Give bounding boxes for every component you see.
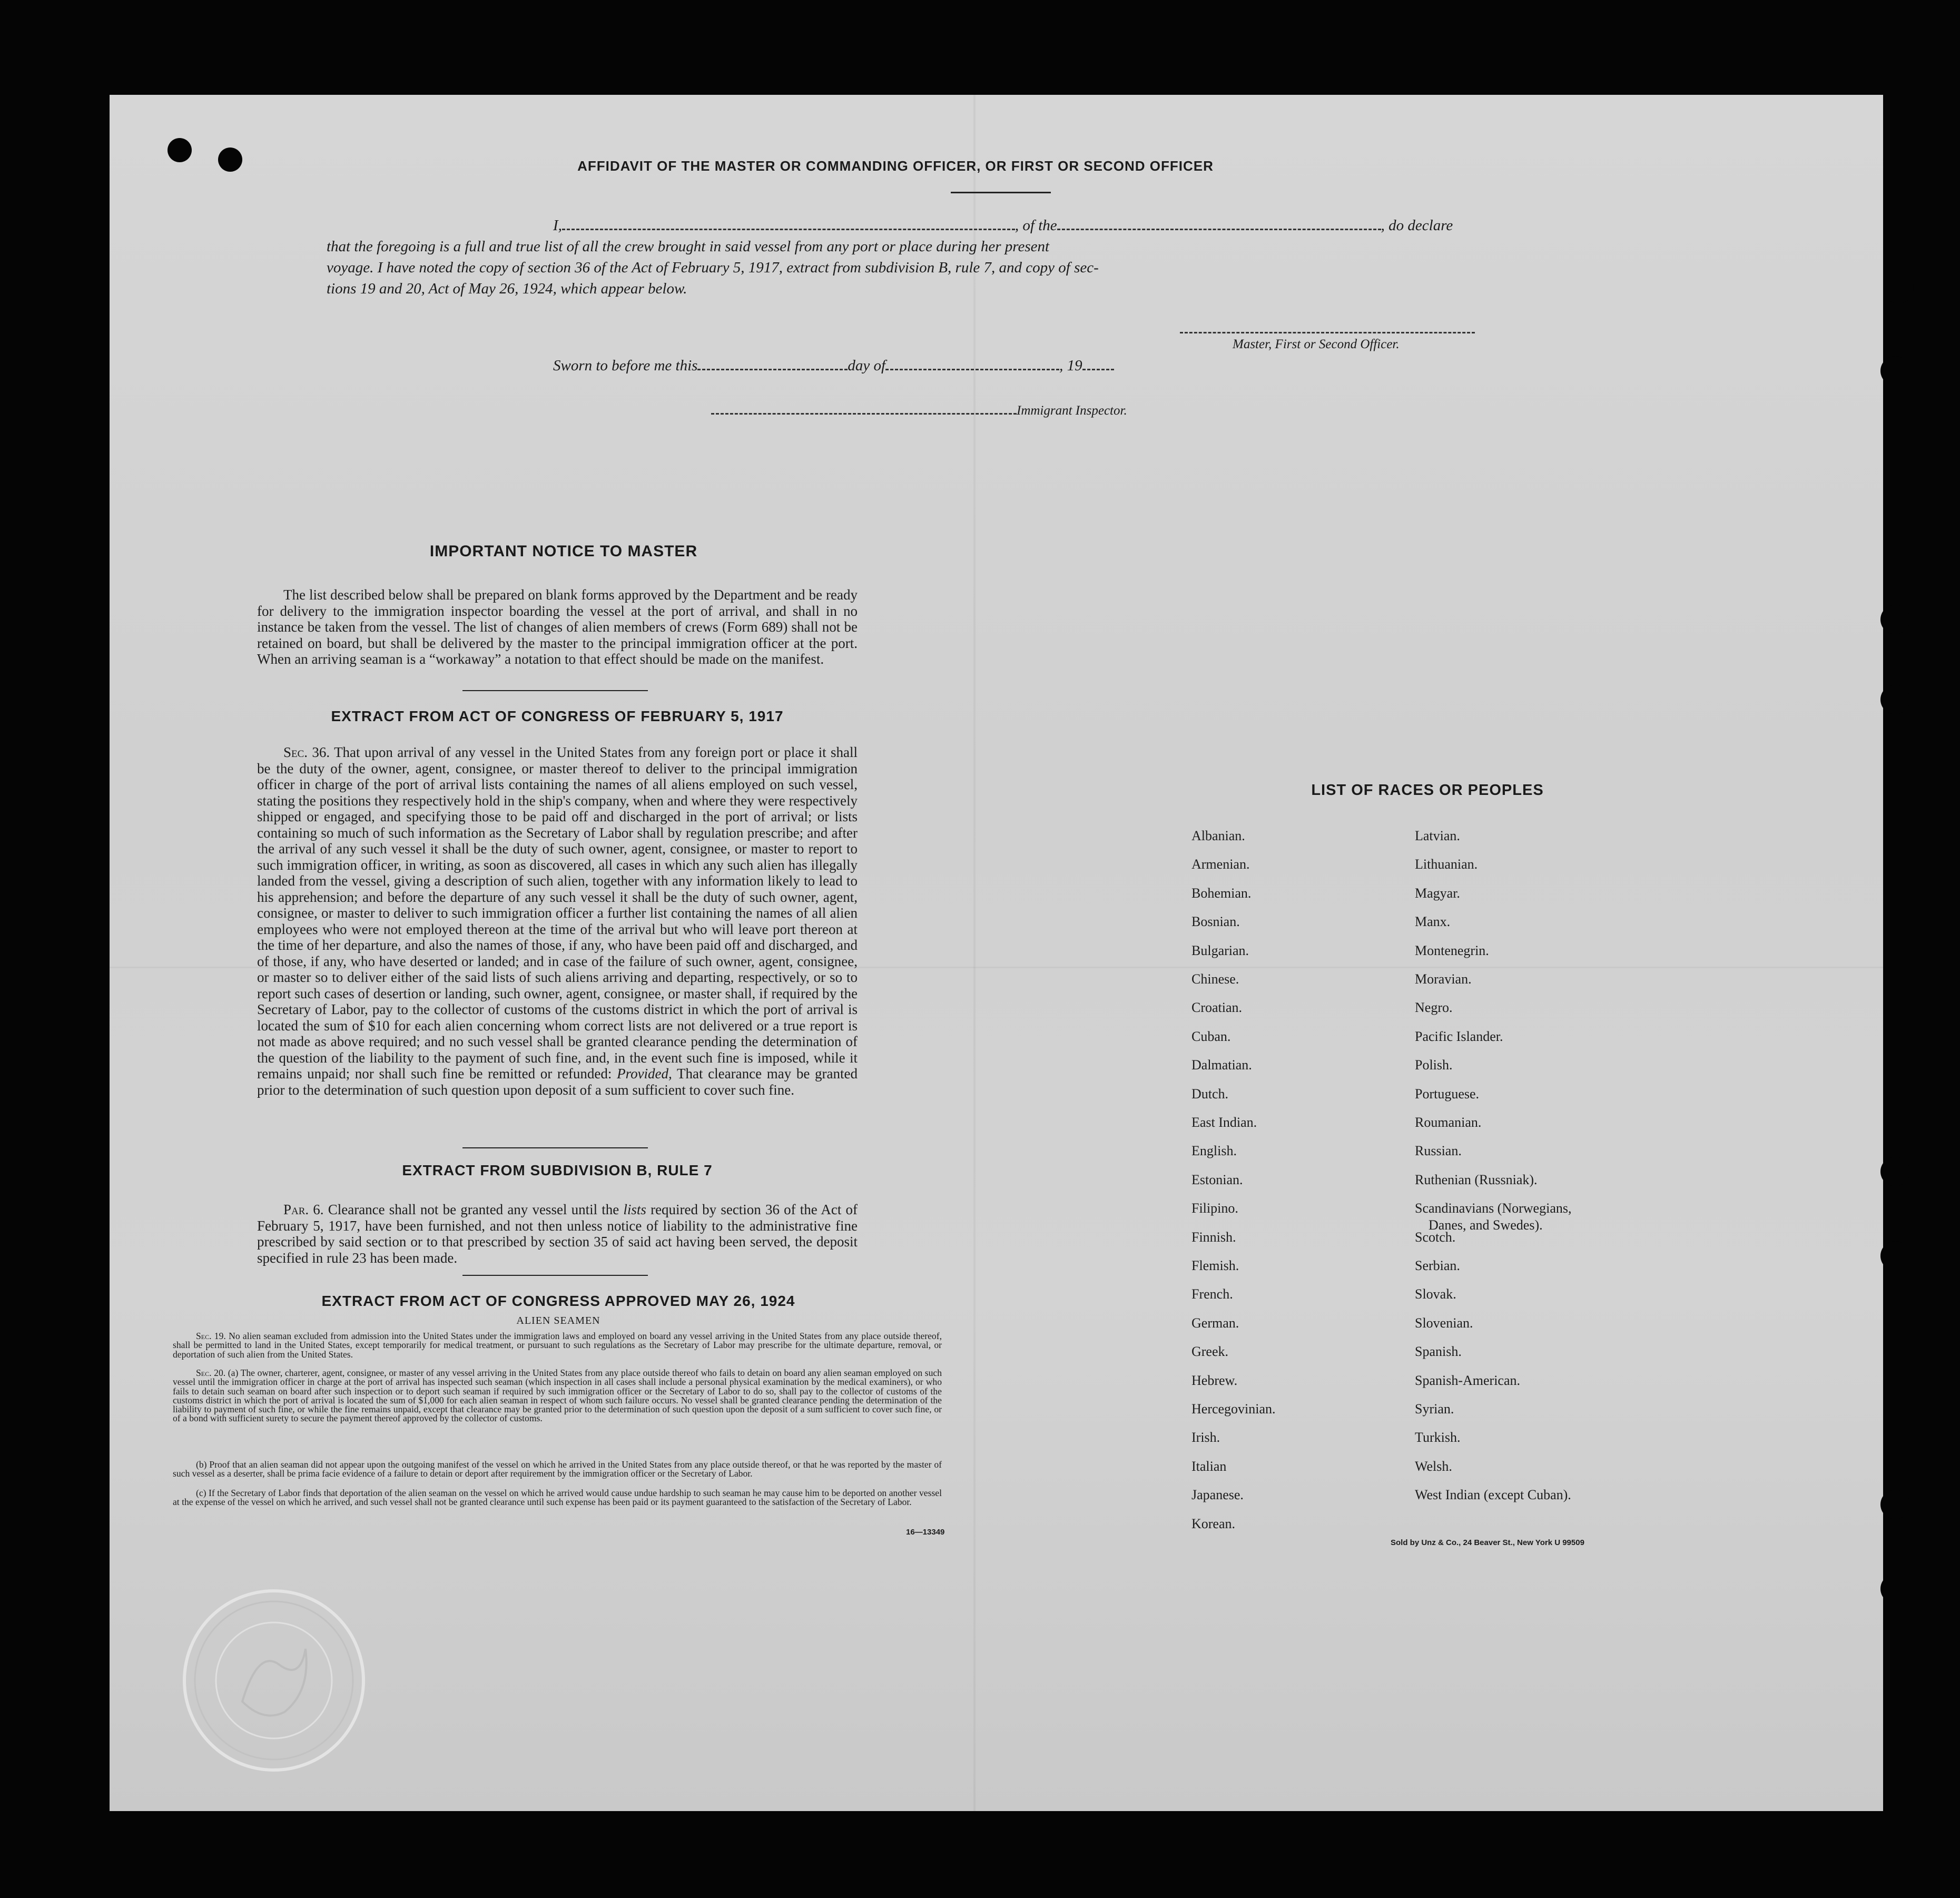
race-item: Latvian. <box>1415 828 1460 843</box>
race-item: East Indian. <box>1191 1115 1257 1130</box>
affidavit-line-4: tions 19 and 20, Act of May 26, 1924, which appear below. <box>327 280 687 297</box>
sec-20c-text: (c) If the Secretary of Labor finds that deportation of the alien seaman on the vessel on which he arrived would cause undue hardship to such seaman he may cause him to be deported on another vessel at the expense of the vessel on which he arrived, and such vessel shall not be granted clearance until such expense has been paid or its payment guaranteed to the satisfaction of the Secretary of Labor. <box>173 1488 942 1508</box>
punch-hole <box>1880 605 1910 634</box>
inspector-signature <box>711 400 1127 418</box>
race-item: German. <box>1191 1315 1239 1331</box>
race-item: Spanish. <box>1415 1344 1462 1360</box>
sec-20b-paragraph <box>173 1460 942 1479</box>
race-item: Croatian. <box>1191 1000 1243 1016</box>
race-item: Slovak. <box>1415 1286 1456 1302</box>
sec-20b-text: (b) Proof that an alien seaman did not appear upon the outgoing manifest of the vessel on which he arrived in the United States from any place outside thereof, or that he was reported by the master of such vessel as a deserter, shall be prima facie evidence of a failure to detain or deport after requirement by the immigration officer or the Secretary of Labor. <box>173 1459 942 1479</box>
section-divider <box>462 1147 648 1148</box>
par-6-label: Par. 6. <box>283 1202 324 1217</box>
affidavit-statement <box>327 215 1506 299</box>
notice-text: The list described below shall be prepared on blank forms approved by the Department and be ready for delivery to the immigration inspector boarding the vessel at the port of arrival, and shall in no instance be taken from the vessel. The list of changes of alien members of crews (Form 689) shall not be retained on board, but shall be delivered by the master to the principal immigration officer at the port. When an arriving seaman is a “workaway” a notation to that effect should be made on the manifest. <box>257 587 858 667</box>
race-item: Syrian. <box>1415 1401 1454 1417</box>
sec-36-text: That upon arrival of any vessel in the United States from any foreign port or place it shall be the duty of the owner, agent, consignee, or master thereof to deliver to the principal immigration officer in charge of the port of arrival lists containing the names of all aliens employed on such vessel, stating the positions they respectively hold in the ship's company, when and where they were respectively shipped or engaged, and specifying those to be paid off and discharged in the port of arrival; or lists containing so much of such information as the Secretary of Labor shall by regulation prescribe; and after the arrival of any such vessel it shall be the duty of such owner, agent, consignee, or master to report to such immigration officer, in writing, as soon as discovered, all cases in which any such alien has illegally landed from the vessel, giving a description of such alien, together with any information likely to lead to his apprehension; and before the departure of any such vessel it shall be the duty of such owner, agent, consignee, or master to deliver to such immigration officer a further list containing the names of all alien employees who were not employed thereon at the time of the arrival but who will leave port thereon at the time of her departure, and also the names of those, if any, who have been paid off and discharged, and of those, if any, who have deserted or landed; and in case of the failure of such owner, agent, consignee, or master so to deliver either of the said lists of such aliens arriving and departing, respectively, or so to report such cases of desertion or landing, such owner, agent, consignee, or master shall, if required by the Secretary of Labor, pay to the collector of customs of the customs district in which the port of arrival is located the sum of $10 for each alien concerning whom correct lists are not delivered or a true report is not made as above required; and no such vessel shall be granted clearance pending the determination of the question of the liability to the payment of such fine, and, in the event such fine is imposed, while it remains unpaid; nor shall such fine be remitted or refunded: <box>257 744 858 1081</box>
inspector-signature-field[interactable] <box>711 400 1017 415</box>
affidavit-line-3: voyage. I have noted the copy of section 36 of the Act of February 5, 1917, extract from subdivision B, rule 7, and copy of sec- <box>327 259 1099 276</box>
race-item: Japanese. <box>1191 1487 1244 1503</box>
section-divider <box>462 690 648 691</box>
race-item: Montenegrin. <box>1415 942 1489 958</box>
race-item: English. <box>1191 1143 1237 1159</box>
race-item: Pacific Islander. <box>1415 1028 1503 1044</box>
inspector-label: Immigrant Inspector. <box>1017 404 1127 418</box>
affidavit-title: AFFIDAVIT OF THE MASTER OR COMMANDING OFFICER, OR FIRST OR SECOND OFFICER <box>577 158 1214 174</box>
race-item: Negro. <box>1415 1000 1453 1016</box>
vessel-field[interactable] <box>1057 216 1381 230</box>
provided-word: Provided, <box>617 1066 672 1081</box>
sworn-statement <box>553 356 1114 375</box>
punch-hole <box>1883 273 1914 303</box>
sworn-year: , 19 <box>1059 357 1082 374</box>
sec-20c-paragraph <box>173 1489 942 1507</box>
race-item: Armenian. <box>1191 857 1250 872</box>
race-item: Polish. <box>1415 1057 1453 1073</box>
race-item: Russian. <box>1415 1143 1462 1159</box>
punch-hole <box>1880 685 1910 714</box>
race-item: Estonian. <box>1191 1172 1243 1187</box>
race-item: Roumanian. <box>1415 1115 1482 1130</box>
embossed-seal-icon <box>179 1586 369 1775</box>
affidavit-line-2: that the foregoing is a full and true list of all the crew brought in said vessel from any port or place during her present <box>327 238 1050 255</box>
punch-hole <box>168 138 192 162</box>
sec-19-text: No alien seaman excluded from admission into the United States under the immigration laws and employed on board any vessel arriving in the United States from any place outside thereof, shall be permitted to land in the United States, except temporarily for medical treatment, or pursuant to such regulations as the Secretary of Labor may prescribe for the ultimate departure, removal, or deportation of such alien from the United States. <box>173 1331 942 1360</box>
alien-seamen-subtitle: ALIEN SEAMEN <box>516 1315 600 1326</box>
race-item: Chinese. <box>1191 971 1239 987</box>
race-item: Flemish. <box>1191 1258 1239 1273</box>
lists-word: lists <box>623 1202 646 1217</box>
race-item: Hercegovinian. <box>1191 1401 1276 1417</box>
affidavit-declare: , do declare <box>1381 217 1453 234</box>
par-6-text-b: required by section 36 of the Act of February 5, 1917, have been furnished, and not then unless notice of liability to the administrative fine prescribed by said section or to that prescribed by section 35 of said act having been served, the deposit specified in rule 23 has been made. <box>257 1202 858 1266</box>
race-item: Scotch. <box>1415 1229 1456 1245</box>
master-signature-label: Master, First or Second Officer. <box>1233 337 1400 351</box>
race-item: Spanish-American. <box>1415 1372 1521 1388</box>
sworn-day-of: day of <box>848 357 886 374</box>
race-item: Bosnian. <box>1191 914 1240 930</box>
race-item: Serbian. <box>1415 1258 1460 1273</box>
title-divider <box>951 192 1051 193</box>
race-item: Italian <box>1191 1458 1227 1474</box>
affidavit-line-1 <box>327 215 1506 236</box>
race-item: Portuguese. <box>1415 1086 1480 1102</box>
race-item: Hebrew. <box>1191 1372 1238 1388</box>
race-item: Filipino. <box>1191 1201 1238 1216</box>
race-item: Welsh. <box>1415 1458 1452 1474</box>
punch-hole <box>1880 1574 1910 1604</box>
races-title: LIST OF RACES OR PEOPLES <box>1311 782 1544 799</box>
fold-crease-vertical <box>973 95 976 1811</box>
race-item: Irish. <box>1191 1430 1220 1445</box>
par-6-text-a: Clearance shall not be granted any vessel until the <box>328 1202 619 1217</box>
sec-20a-text: (a) The owner, charterer, agent, consignee, or master of any vessel arriving in the United States from any place outside thereof who fails to detain on board any alien seaman employed on such vessel until the immigration officer in charge at the port of arrival has inspected such seaman (which inspection in all cases shall include a personal physical examination by the medical examiners), or who fails to detain such seaman on board after such inspection or to deport such seaman if required by such immigration officer or the Secretary of Labor to do so, shall pay to the collector of customs of the customs district in which the port of arrival is located the sum of $1,000 for each alien seaman in respect of whom such failure occurs. No vessel shall be granted clearance pending the determination of the liability to payment of such fine, or while the fine remains unpaid, except that clearance may be granted prior to the determination of such question upon the deposit of a sum sufficient to cover such fine, or of a bond with sufficient surety to secure the payment thereof approved by the collector of customs. <box>173 1368 942 1424</box>
race-item: Turkish. <box>1415 1430 1461 1445</box>
punch-hole <box>1880 356 1910 386</box>
extract-1917-body <box>257 744 858 1098</box>
race-item: Dutch. <box>1191 1086 1229 1102</box>
race-item: Greek. <box>1191 1344 1229 1360</box>
sec-36-text-end: That clearance may be granted prior to the determination of such question upon deposit of a sum sufficient to cover such fine. <box>257 1066 858 1098</box>
sworn-year-field[interactable] <box>1082 356 1114 370</box>
race-item: Slovenian. <box>1415 1315 1473 1331</box>
notice-body <box>257 587 858 667</box>
sec-20-label: Sec. 20. <box>196 1368 226 1378</box>
sworn-day-field[interactable] <box>697 356 848 370</box>
race-item: Cuban. <box>1191 1028 1231 1044</box>
affidavit-i: I, <box>553 217 562 234</box>
race-item: Finnish. <box>1191 1229 1236 1245</box>
race-item: Manx. <box>1415 914 1451 930</box>
extract-1917-title: EXTRACT FROM ACT OF CONGRESS OF FEBRUARY 5, 1917 <box>331 708 784 724</box>
name-field[interactable] <box>562 216 1015 230</box>
extract-1924-title: EXTRACT FROM ACT OF CONGRESS APPROVED MAY 26, 1924 <box>321 1293 795 1309</box>
race-item: Lithuanian. <box>1415 857 1478 872</box>
punch-hole <box>1880 1157 1910 1186</box>
section-divider <box>462 1275 648 1276</box>
race-item: Albanian. <box>1191 828 1245 843</box>
race-item: Korean. <box>1191 1516 1236 1531</box>
extract-rule7-body <box>257 1202 858 1266</box>
race-item: Bulgarian. <box>1191 942 1249 958</box>
race-item: Bohemian. <box>1191 885 1252 901</box>
punch-hole <box>1880 1490 1910 1519</box>
race-item: West Indian (except Cuban). <box>1415 1487 1571 1503</box>
notice-title: IMPORTANT NOTICE TO MASTER <box>429 543 698 560</box>
sec-36-label: Sec. 36. <box>283 744 330 760</box>
race-item: Danes, and Swedes). <box>1429 1217 1543 1233</box>
sec-20a-paragraph <box>173 1369 942 1423</box>
race-item: French. <box>1191 1286 1233 1302</box>
printer-imprint: Sold by Unz & Co., 24 Beaver St., New York U 99509 <box>1391 1538 1584 1547</box>
sworn-month-field[interactable] <box>885 356 1059 370</box>
sec-19-paragraph <box>173 1332 942 1359</box>
affidavit-of-the: , of the <box>1015 217 1057 234</box>
extract-rule7-title: EXTRACT FROM SUBDIVISION B, RULE 7 <box>402 1162 713 1178</box>
punch-hole <box>218 147 242 172</box>
form-number: 16—13349 <box>906 1528 945 1537</box>
race-item: Magyar. <box>1415 885 1460 901</box>
race-item: Moravian. <box>1415 971 1472 987</box>
master-signature-field[interactable] <box>1180 331 1475 333</box>
sworn-prefix: Sworn to before me this <box>553 357 698 374</box>
race-item: Dalmatian. <box>1191 1057 1252 1073</box>
race-item: Ruthenian (Russniak). <box>1415 1172 1538 1187</box>
punch-hole <box>1880 1241 1910 1271</box>
race-item: Scandinavians (Norwegians, <box>1415 1201 1572 1216</box>
sec-19-label: Sec. 19. <box>196 1331 226 1341</box>
